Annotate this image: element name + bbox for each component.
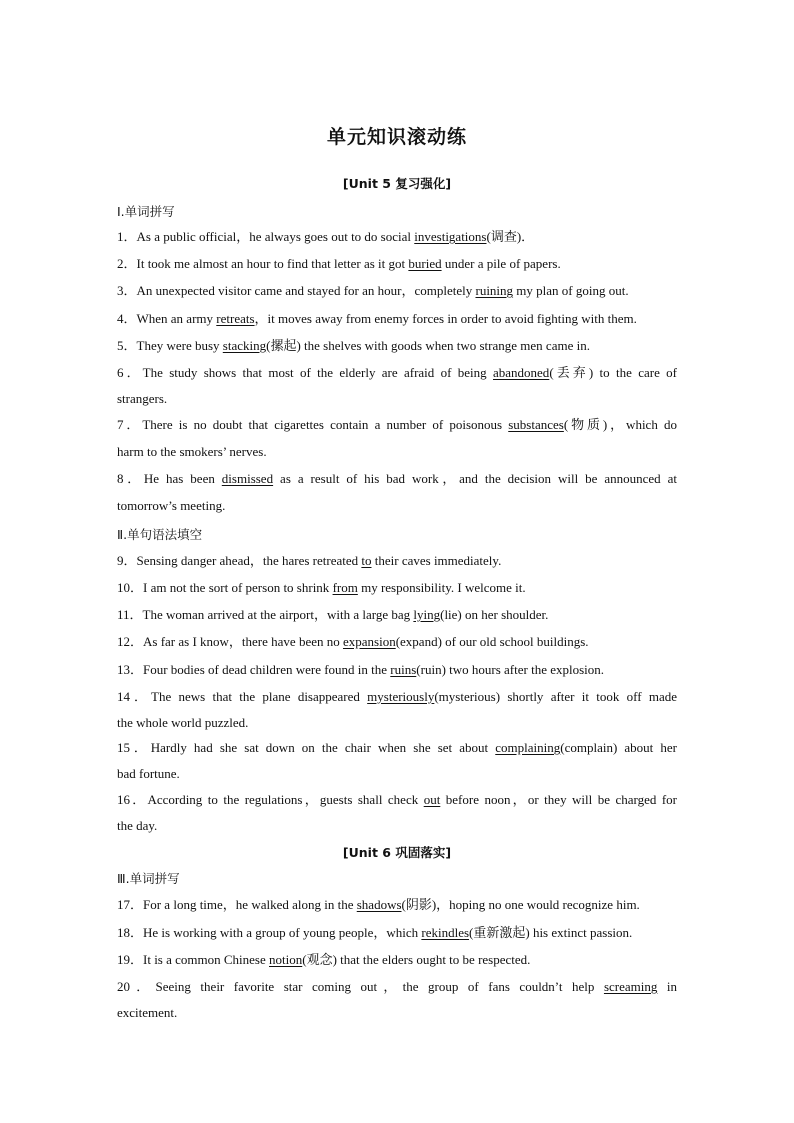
answer-9: to — [361, 553, 372, 568]
answer-2: buried — [408, 256, 442, 271]
page-title: 单元知识滚动练 — [326, 126, 467, 148]
question-6-cont: strangers. — [117, 391, 168, 406]
answer-16: out — [423, 792, 441, 807]
section-heading-2: Ⅱ.单句语法填空 — [117, 527, 203, 542]
section-heading-1: Ⅰ.单词拼写 — [117, 204, 175, 219]
question-9: 9．Sensing danger ahead，the hares retreated to their caves immediately. — [117, 553, 502, 568]
question-7-cont: harm to the smokers’ nerves. — [117, 444, 267, 459]
answer-20: screaming — [603, 979, 658, 994]
answer-12: expansion — [342, 634, 396, 649]
question-6: 6．The study shows that most of the elderly are afraid of being abandoned(丢弃) to the care of — [117, 365, 678, 380]
question-18: 18．He is working with a group of young people，which rekindles(重新激起) his extinct passion. — [117, 925, 633, 940]
question-5: 5．They were busy stacking(摞起) the shelves with goods when two strange men came in. — [117, 338, 590, 353]
question-12: 12．As far as I know，there have been no expansion(expand) of our old school buildings. — [117, 634, 589, 649]
answer-11: lying — [413, 607, 441, 622]
answer-19: notion — [269, 952, 303, 967]
answer-8: dismissed — [221, 471, 274, 486]
question-17: 17．For a long time，he walked along in the shadows(阴影)，hoping no one would recognize him. — [117, 897, 640, 912]
question-16-cont: the day. — [117, 818, 158, 833]
answer-14: mysteriously — [367, 689, 435, 704]
question-20: 20．Seeing their favorite star coming out，the group of fans couldn’t help screaming in — [117, 979, 677, 994]
answer-5: stacking — [222, 338, 267, 353]
question-13: 13．Four bodies of dead children were found in the ruins(ruin) two hours after the explosion. — [117, 662, 605, 677]
answer-7: substances — [508, 417, 564, 432]
question-4: 4．When an army retreats，it moves away from enemy forces in order to avoid fighting with them. — [117, 311, 637, 326]
question-10: 10．I am not the sort of person to shrink from my responsibility. I welcome it. — [117, 580, 526, 595]
question-16: 16．According to the regulations，guests shall check out before noon，or they will be charged for — [117, 792, 677, 807]
answer-10: from — [332, 580, 358, 595]
answer-13: ruins — [390, 662, 417, 677]
question-15-cont: bad fortune. — [117, 766, 180, 781]
answer-3: ruining — [475, 283, 514, 298]
question-1: 1．As a public official，he always goes out to do social investigations(调查)． — [117, 229, 535, 244]
question-3: 3．An unexpected visitor came and stayed for an hour，completely ruining my plan of going out. — [117, 283, 629, 298]
question-8: 8．He has been dismissed as a result of his bad work，and the decision will be announced at — [117, 471, 677, 486]
question-2: 2．It took me almost an hour to find that letter as it got buried under a pile of papers. — [117, 256, 561, 271]
answer-6: abandoned — [493, 365, 550, 380]
question-15: 15．Hardly had she sat down on the chair when she set about complaining(complain) about her — [117, 740, 678, 755]
answer-18: rekindles — [421, 925, 470, 940]
section-heading-3: Ⅲ.单词拼写 — [117, 871, 180, 886]
question-14: 14．The news that the plane disappeared mysteriously(mysterious) shortly after it took off made — [117, 689, 677, 704]
answer-1: investigations — [414, 229, 487, 244]
question-20-cont: excitement. — [117, 1005, 178, 1020]
question-14-cont: the whole world puzzled. — [117, 715, 249, 730]
unit5-header: [Unit 5 复习强化] — [342, 176, 452, 191]
answer-4: retreats — [216, 311, 255, 326]
question-8-cont: tomorrow’s meeting. — [117, 498, 226, 513]
question-11: 11．The woman arrived at the airport，with a large bag lying(lie) on her shoulder. — [117, 607, 549, 622]
question-7: 7．There is no doubt that cigarettes contain a number of poisonous substances(物质)，which do — [117, 417, 677, 432]
unit6-header: [Unit 6 巩固落实] — [342, 845, 452, 860]
question-19: 19．It is a common Chinese notion(观念) that the elders ought to be respected. — [117, 952, 531, 967]
answer-15: complaining — [495, 740, 561, 755]
answer-17: shadows — [356, 897, 402, 912]
